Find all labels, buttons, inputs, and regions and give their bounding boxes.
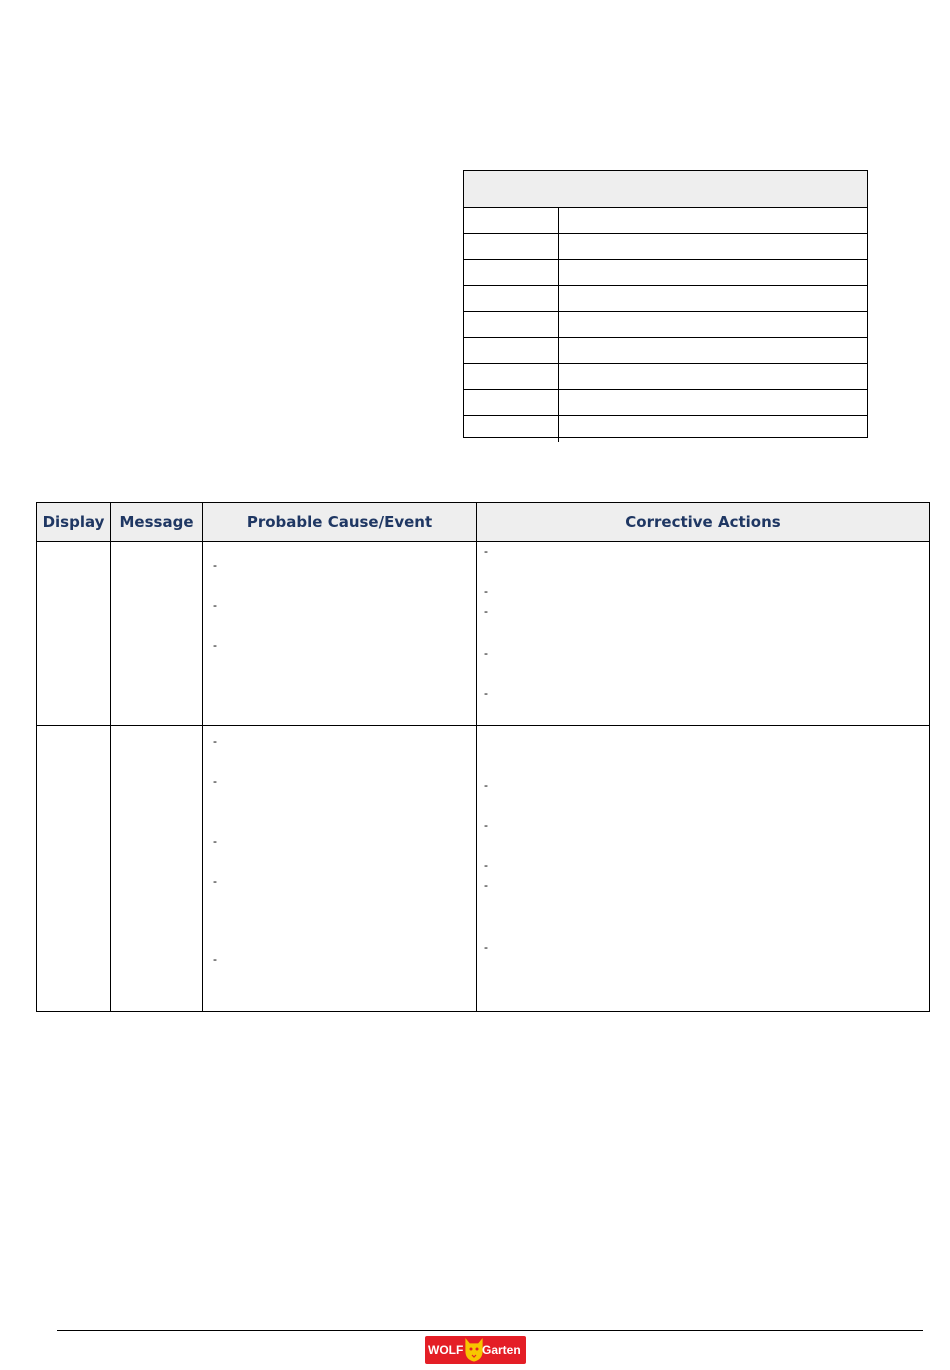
bullet-dash: -: [484, 858, 488, 872]
reference-cell-value: [559, 312, 867, 337]
bullet-dash: -: [484, 940, 488, 954]
bullet-dash: -: [213, 558, 217, 572]
footer-divider: [57, 1330, 923, 1331]
reference-table-row: [464, 312, 867, 338]
table-row: [37, 542, 930, 726]
reference-cell-key: [464, 390, 559, 415]
display-cell: [37, 542, 111, 726]
reference-cell-value: [559, 286, 867, 311]
display-cell: [37, 726, 111, 1012]
bullet-dash: -: [484, 818, 488, 832]
reference-table: [463, 170, 868, 438]
actions-cell: [477, 542, 930, 726]
cause-cell: [203, 542, 477, 726]
reference-table-row: [464, 286, 867, 312]
reference-cell-key: [464, 208, 559, 233]
reference-table-header: [464, 171, 867, 208]
reference-cell-value: [559, 208, 867, 233]
reference-table-row: [464, 416, 867, 442]
logo-wolf-text: WOLF: [428, 1343, 464, 1357]
reference-table-row: [464, 208, 867, 234]
reference-cell-value: [559, 234, 867, 259]
table-header-row: [37, 503, 930, 542]
troubleshooting-table: [36, 502, 930, 1012]
reference-cell-key: [464, 416, 559, 442]
message-column-header: Message: [111, 503, 203, 542]
bullet-dash: -: [484, 778, 488, 792]
logo-garten-text: Garten: [482, 1343, 521, 1357]
reference-table-row: [464, 234, 867, 260]
reference-cell-key: [464, 312, 559, 337]
reference-cell-key: [464, 286, 559, 311]
reference-table-row: [464, 390, 867, 416]
reference-cell-value: [559, 390, 867, 415]
message-cell: [111, 726, 203, 1012]
bullet-dash: -: [213, 638, 217, 652]
reference-cell-value: [559, 416, 867, 442]
cause-column-header: Probable Cause/Event: [203, 503, 477, 542]
reference-table-row: [464, 260, 867, 286]
reference-cell-key: [464, 338, 559, 363]
reference-cell-value: [559, 260, 867, 285]
bullet-dash: -: [213, 734, 217, 748]
table-row: [37, 726, 930, 1012]
wolf-garten-logo: [425, 1336, 526, 1364]
display-column-header: Display: [37, 503, 111, 542]
bullet-dash: -: [484, 686, 488, 700]
actions-cell: [477, 726, 930, 1012]
bullet-dash: -: [213, 774, 217, 788]
reference-cell-key: [464, 364, 559, 389]
reference-cell-key: [464, 234, 559, 259]
bullet-dash: -: [213, 598, 217, 612]
bullet-dash: -: [484, 878, 488, 892]
reference-cell-value: [559, 338, 867, 363]
message-cell: [111, 542, 203, 726]
bullet-dash: -: [484, 584, 488, 598]
reference-table-row: [464, 338, 867, 364]
bullet-dash: -: [484, 544, 488, 558]
bullet-dash: -: [484, 604, 488, 618]
bullet-dash: -: [213, 874, 217, 888]
bullet-dash: -: [213, 952, 217, 966]
reference-table-row: [464, 364, 867, 390]
bullet-dash: -: [484, 646, 488, 660]
actions-column-header: Corrective Actions: [477, 503, 930, 542]
reference-cell-value: [559, 364, 867, 389]
cause-cell: [203, 726, 477, 1012]
bullet-dash: -: [213, 834, 217, 848]
reference-cell-key: [464, 260, 559, 285]
